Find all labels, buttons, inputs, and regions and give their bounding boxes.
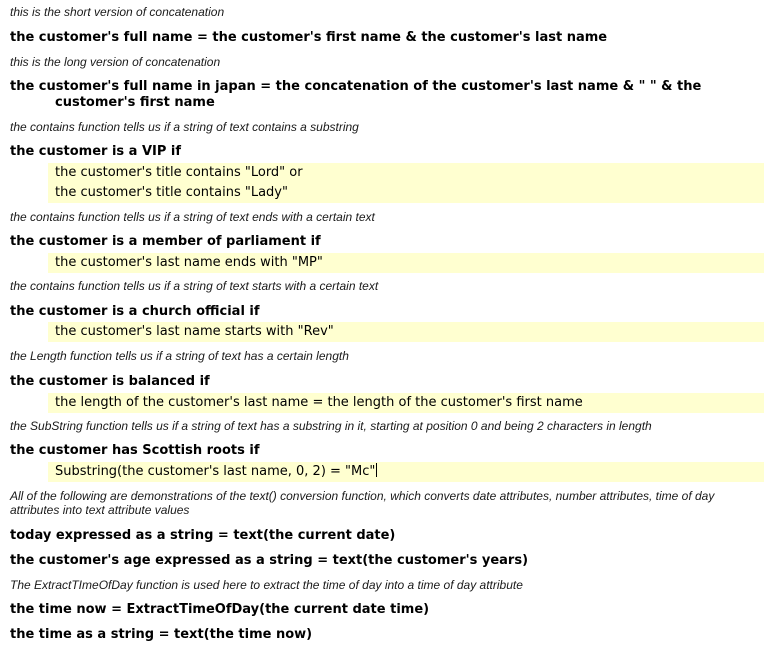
comment-line[interactable]: the SubString function tells us if a string of text has a substring in it, starting at position 0 and being 2 characters in length (10, 419, 652, 433)
rule-line[interactable]: the time as a string = text(the time now) (10, 627, 313, 642)
comment-line[interactable]: the contains function tells us if a string of text ends with a certain text (10, 210, 375, 224)
rule-line[interactable]: the customer's age expressed as a string = text(the customer's years) (10, 553, 529, 568)
condition-text: Substring(the customer's last name, 0, 2) = "Mc" (55, 464, 376, 479)
rule-line[interactable]: the customer is a VIP if (10, 144, 182, 159)
comment-line[interactable]: this is the long version of concatenation (10, 55, 221, 69)
rule-line[interactable] (10, 79, 710, 111)
condition-line[interactable]: the length of the customer's last name = the length of the customer's first name (48, 393, 764, 413)
comment-line[interactable]: this is the short version of concatenation (10, 5, 225, 19)
rule-line[interactable]: the customer's full name = the customer's first name & the customer's last name (10, 30, 608, 45)
rule-line[interactable]: the customer is a church official if (10, 304, 260, 319)
rule-line[interactable]: the customer is balanced if (10, 374, 210, 389)
rule-continuation: customer's first name (55, 95, 215, 110)
rule-text: the customer's full name in japan = the concatenation of the customer's last name & " " & the (10, 79, 702, 94)
text-cursor (376, 463, 377, 477)
comment-line[interactable]: All of the following are demonstrations of the text() conversion function, which converts date attributes, number attributes, time of day attributes into text attribute values (10, 489, 715, 517)
condition-line[interactable]: the customer's title contains "Lord" or (48, 163, 764, 183)
condition-line[interactable]: the customer's title contains "Lady" (48, 183, 764, 203)
rule-line[interactable]: the customer is a member of parliament if (10, 234, 321, 249)
rule-line[interactable]: the time now = ExtractTimeOfDay(the current date time) (10, 602, 430, 617)
rule-line[interactable]: the customer has Scottish roots if (10, 443, 260, 458)
comment-line[interactable]: the Length function tells us if a string of text has a certain length (10, 349, 349, 363)
condition-line[interactable] (48, 462, 764, 482)
condition-line[interactable]: the customer's last name ends with "MP" (48, 253, 764, 273)
comment-line[interactable]: The ExtractTImeOfDay function is used here to extract the time of day into a time of day attribute (10, 578, 523, 592)
comment-line[interactable]: the contains function tells us if a string of text contains a substring (10, 120, 359, 134)
comment-line[interactable]: the contains function tells us if a string of text starts with a certain text (10, 279, 379, 293)
rule-line[interactable]: today expressed as a string = text(the current date) (10, 528, 396, 543)
condition-line[interactable]: the customer's last name starts with "Rev" (48, 322, 764, 342)
